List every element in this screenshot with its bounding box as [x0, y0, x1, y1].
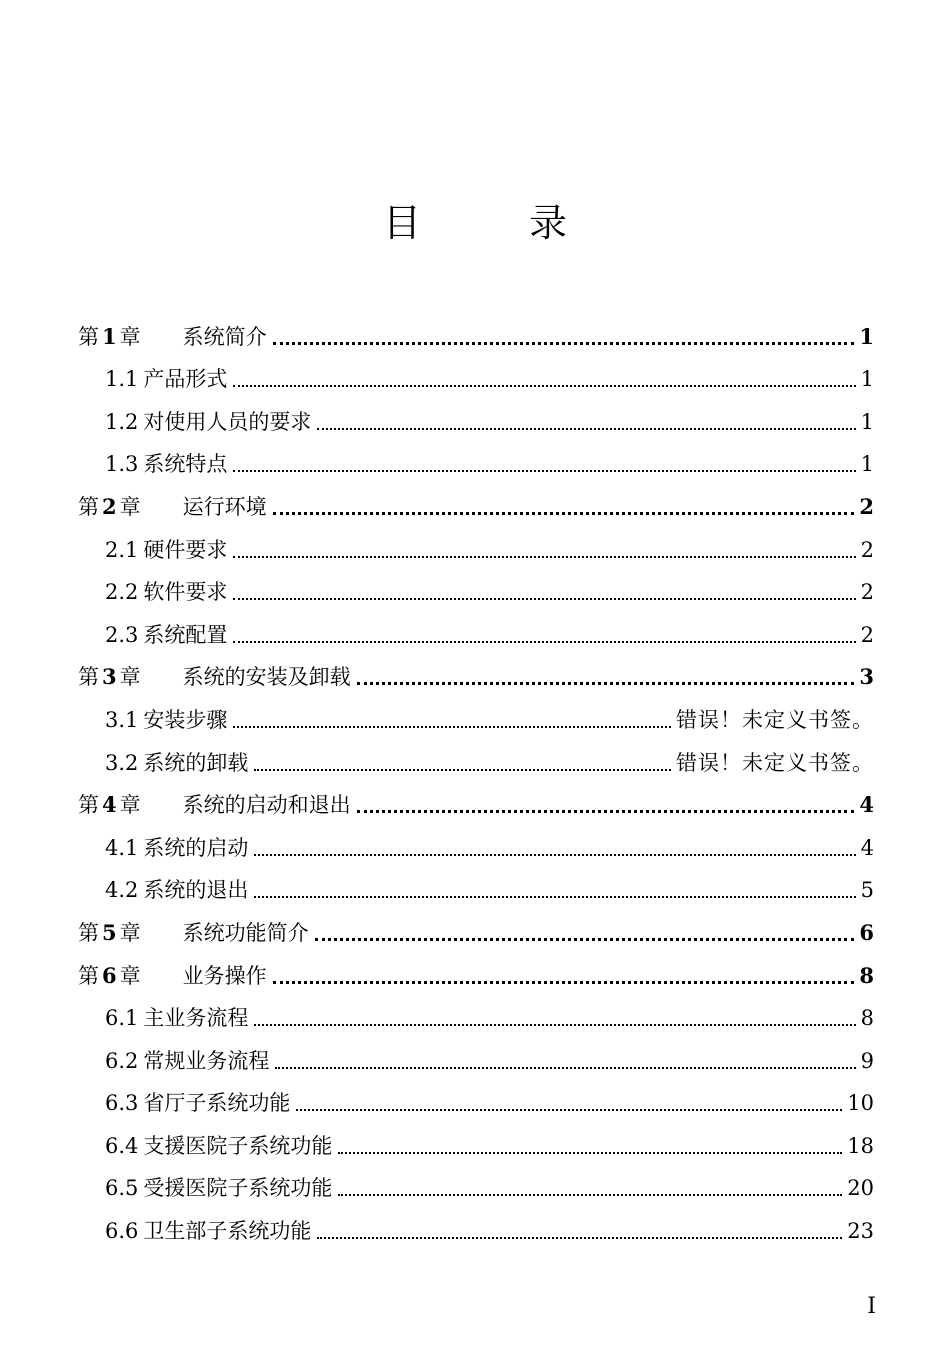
chapter-number: 6 [102, 962, 117, 988]
page-number: 8 [860, 1006, 874, 1031]
section-title: 安装步骤 [143, 707, 228, 732]
chapter-suffix: 章 [119, 920, 141, 945]
toc-entry-label [105, 749, 248, 784]
toc-entry-label [105, 834, 248, 869]
toc-entry-label [105, 1217, 311, 1252]
toc-chapter-entry[interactable] [78, 911, 874, 954]
section-title: 系统的启动 [143, 835, 249, 860]
chapter-title: 系统的启动和退出 [182, 793, 351, 818]
chapter-prefix: 第 [78, 793, 99, 818]
toc-chapter-entry[interactable] [78, 315, 874, 358]
chapter-number: 3 [102, 664, 117, 690]
toc-section-entry[interactable] [78, 1082, 874, 1125]
toc-section-entry[interactable] [78, 826, 874, 869]
dot-leader [233, 726, 671, 728]
toc-heading: 目 录 [382, 201, 616, 245]
section-number: 4.2 [105, 878, 139, 903]
chapter-title: 系统简介 [182, 324, 267, 349]
page-number: 23 [847, 1219, 874, 1244]
dot-leader [338, 1152, 842, 1154]
page-number: 1 [860, 452, 874, 477]
section-number: 2.3 [105, 622, 139, 647]
section-title: 主业务流程 [143, 1006, 249, 1031]
toc-section-entry[interactable] [78, 400, 874, 443]
section-title: 卫生部子系统功能 [143, 1219, 312, 1244]
dot-leader [338, 1194, 842, 1196]
section-title: 产品形式 [143, 367, 228, 392]
toc-entry-label [105, 1004, 248, 1039]
toc-section-entry[interactable] [78, 528, 874, 571]
toc-section-entry[interactable] [78, 1167, 874, 1210]
toc-entry-label [78, 493, 267, 528]
chapter-prefix: 第 [78, 494, 99, 519]
chapter-prefix: 第 [78, 963, 99, 988]
toc-section-entry[interactable] [78, 358, 874, 401]
section-number: 6.2 [105, 1048, 139, 1073]
page-number: 1 [860, 409, 874, 434]
toc-entry-label [78, 919, 309, 954]
dot-leader [275, 1067, 855, 1069]
toc-section-entry[interactable] [78, 997, 874, 1040]
toc-entry-label [105, 408, 311, 443]
toc-section-entry[interactable] [78, 1124, 874, 1167]
dot-leader [317, 428, 855, 430]
section-title: 系统的退出 [143, 878, 249, 903]
toc-entry-label [105, 1047, 269, 1082]
toc-section-entry[interactable] [78, 1209, 874, 1252]
toc-entry-label [105, 450, 227, 485]
dot-leader [357, 810, 855, 813]
dot-leader [254, 769, 671, 771]
section-number: 2.1 [105, 537, 139, 562]
toc-section-entry[interactable] [78, 698, 874, 741]
dot-leader [254, 854, 855, 856]
page-number: 2 [860, 537, 874, 562]
chapter-suffix: 章 [119, 324, 141, 349]
toc-entry-label [105, 536, 227, 571]
page-number: 2 [860, 580, 874, 605]
toc-chapter-entry[interactable] [78, 485, 874, 528]
chapter-number: 1 [102, 323, 117, 349]
toc-entry-label [78, 962, 267, 997]
section-number: 1.2 [105, 409, 139, 434]
chapter-prefix: 第 [78, 920, 99, 945]
page-number: 1 [859, 323, 874, 349]
page-number: 8 [859, 962, 874, 988]
section-title: 支援医院子系统功能 [143, 1133, 333, 1158]
page-number: 20 [847, 1176, 874, 1201]
footer-page-number: I [867, 1294, 876, 1319]
chapter-suffix: 章 [119, 793, 141, 818]
toc-entry-label [105, 706, 227, 741]
section-number: 6.5 [105, 1176, 139, 1201]
section-title: 系统配置 [143, 622, 228, 647]
toc-entry-label [105, 1089, 290, 1124]
section-title: 省厅子系统功能 [143, 1091, 291, 1116]
toc-section-entry[interactable] [78, 443, 874, 486]
dot-leader [233, 385, 855, 387]
chapter-title: 业务操作 [182, 963, 267, 988]
page-number: 9 [860, 1048, 874, 1073]
toc-entry-label [105, 365, 227, 400]
toc-chapter-entry[interactable] [78, 954, 874, 997]
section-number: 3.1 [105, 707, 139, 732]
section-number: 6.4 [105, 1133, 139, 1158]
dot-leader [233, 598, 855, 600]
dot-leader [357, 682, 855, 685]
toc-section-entry[interactable] [78, 1039, 874, 1082]
page-number: 1 [860, 367, 874, 392]
section-title: 软件要求 [143, 580, 228, 605]
toc-entry-label [78, 791, 351, 826]
toc-entry-label [105, 621, 227, 656]
section-number: 6.3 [105, 1091, 139, 1116]
bookmark-error-text: 错误！未定义书签。 [676, 750, 874, 775]
toc-chapter-entry[interactable] [78, 784, 874, 827]
toc-section-entry[interactable] [78, 869, 874, 912]
page-number: 18 [847, 1133, 874, 1158]
dot-leader [233, 641, 855, 643]
dot-leader [317, 1237, 842, 1239]
table-of-contents [78, 315, 874, 1252]
toc-entry-label [105, 1132, 332, 1167]
page-number: 5 [860, 878, 874, 903]
dot-leader [254, 1024, 855, 1026]
toc-entry-label [105, 578, 227, 613]
chapter-title: 运行环境 [182, 494, 267, 519]
page-number: 2 [859, 493, 874, 519]
page-number: 3 [859, 664, 874, 690]
chapter-number: 5 [102, 919, 117, 945]
section-number: 1.1 [105, 367, 139, 392]
dot-leader [273, 342, 855, 345]
section-title: 硬件要求 [143, 537, 228, 562]
dot-leader [233, 470, 855, 472]
page-number: 6 [859, 919, 874, 945]
section-number: 6.6 [105, 1219, 139, 1244]
chapter-title: 系统功能简介 [182, 920, 309, 945]
toc-entry-label [105, 1174, 332, 1209]
toc-section-entry[interactable] [78, 571, 874, 614]
section-number: 4.1 [105, 835, 139, 860]
section-number: 6.1 [105, 1006, 139, 1031]
section-number: 1.3 [105, 452, 139, 477]
dot-leader [296, 1109, 842, 1111]
dot-leader [273, 512, 855, 515]
chapter-number: 2 [102, 493, 117, 519]
toc-entry-label [78, 323, 267, 358]
toc-chapter-entry[interactable] [78, 656, 874, 699]
dot-leader [233, 556, 855, 558]
toc-entry-label [78, 663, 351, 698]
toc-section-entry[interactable] [78, 741, 874, 784]
section-title: 系统的卸载 [143, 750, 249, 775]
chapter-suffix: 章 [119, 494, 141, 519]
chapter-title: 系统的安装及卸载 [182, 665, 351, 690]
section-title: 对使用人员的要求 [143, 409, 312, 434]
page-number: 4 [860, 835, 874, 860]
dot-leader [254, 896, 855, 898]
section-title: 常规业务流程 [143, 1048, 270, 1073]
page-number: 2 [860, 622, 874, 647]
section-title: 受援医院子系统功能 [143, 1176, 333, 1201]
section-title: 系统特点 [143, 452, 228, 477]
toc-entry-label [105, 876, 248, 911]
bookmark-error-text: 错误！未定义书签。 [676, 707, 874, 732]
chapter-suffix: 章 [119, 963, 141, 988]
chapter-prefix: 第 [78, 665, 99, 690]
section-number: 3.2 [105, 750, 139, 775]
chapter-suffix: 章 [119, 665, 141, 690]
dot-leader [273, 981, 855, 984]
dot-leader [315, 938, 855, 941]
page-number: 10 [847, 1091, 874, 1116]
page-number: 4 [859, 792, 874, 818]
chapter-prefix: 第 [78, 324, 99, 349]
toc-section-entry[interactable] [78, 613, 874, 656]
section-number: 2.2 [105, 580, 139, 605]
chapter-number: 4 [102, 792, 117, 818]
